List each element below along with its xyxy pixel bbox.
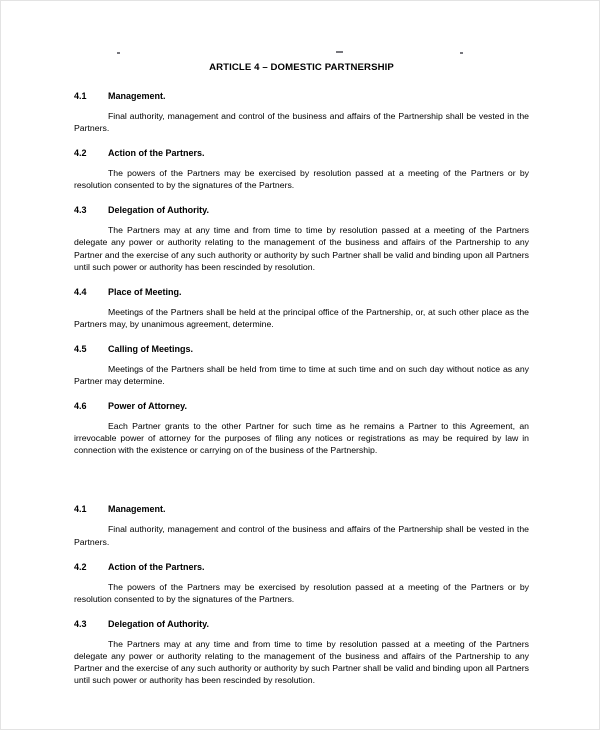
section-block-first [74,90,529,456]
section-body: The powers of the Partners may be exercised by resolution passed at a meeting of the Partners or by resolution consented to by the signatures of the Partners. [74,581,529,604]
page-title: ARTICLE 4 – DOMESTIC PARTNERSHIP [209,62,394,73]
section-block-second [74,503,529,686]
section-heading [74,147,529,159]
section-title: Management. [108,504,166,515]
section-heading [74,204,529,216]
section-heading [74,400,529,412]
section-body: The Partners may at any time and from time to time by resolution passed at a meeting of the Partners delegate any power or authority relating to the management of the business and affairs of the Partnership to any Partner and the exercise of any such authority or authority by such Partner shall be valid and binding upon all Partners until such power or authority has been rescinded by resolution. [74,225,529,272]
section-heading [74,343,529,355]
section-4-1-repeat [74,503,529,547]
section-number: 4.4 [74,286,87,297]
section-body: Meetings of the Partners shall be held from time to time at such time and on such day without notice as any Partner may determine. [74,363,529,387]
section-4-2 [74,147,529,191]
section-number: 4.1 [74,504,87,515]
section-4-3-repeat [74,618,529,686]
document-content [74,61,529,699]
block-separator [74,469,529,503]
section-body: Meetings of the Partners shall be held at the principal office of the Partnership, or, at such other place as the Partners may, by unanimous agreement, determine. [74,306,529,329]
section-body: The Partners may at any time and from time to time by resolution passed at a meeting of the Partners delegate any power or authority relating to the management of the business and affairs of the Partnership to any Partner and the exercise of any such authority or authority by such Partner shall be valid and binding upon all Partners until such power or authority has been rescinded by resolution. [74,638,529,686]
section-title: Action of the Partners. [108,148,205,159]
section-4-5 [74,343,529,387]
section-4-1 [74,90,529,134]
section-body: Each Partner grants to the other Partner for such time as he remains a Partner to this Agreement, an irrevocable power of attorney for the purposes of filing any notices or registrations as may be required by law in connection with the existence or carrying on of the business of the Partnership. [74,421,529,456]
section-title: Action of the Partners. [108,561,205,572]
section-number: 4.3 [74,618,87,629]
scan-artifact-center-icon [336,51,343,53]
section-number: 4.3 [74,205,87,216]
section-heading [74,561,529,573]
section-4-3 [74,204,529,272]
section-number: 4.5 [74,343,87,354]
section-title: Delegation of Authority. [108,618,209,629]
section-number: 4.2 [74,561,87,572]
section-4-6 [74,400,529,456]
section-body: Final authority, management and control of the business and affairs of the Partnership shall be vested in the Partners. [74,111,529,134]
section-4-4 [74,286,529,330]
section-heading [74,618,529,630]
section-title: Delegation of Authority. [108,205,209,216]
scan-artifact-left-icon [117,52,120,54]
section-4-2-repeat [74,561,529,605]
section-title: Place of Meeting. [108,286,182,297]
section-number: 4.1 [74,91,87,101]
scan-artifact-right-icon [460,52,463,54]
section-body: Final authority, management and control of the business and affairs of the Partnership shall be vested in the Partners. [74,524,529,547]
section-heading [74,286,529,298]
section-title: Management. [108,91,166,101]
section-number: 4.6 [74,401,87,412]
section-body: The powers of the Partners may be exercised by resolution passed at a meeting of the Partners or by resolution consented to by the signatures of the Partners. [74,168,529,191]
section-heading [74,503,529,515]
section-title: Power of Attorney. [108,401,188,412]
section-title: Calling of Meetings. [108,343,194,354]
section-number: 4.2 [74,148,87,159]
scan-artifact-row [1,49,600,57]
section-heading [74,90,529,102]
